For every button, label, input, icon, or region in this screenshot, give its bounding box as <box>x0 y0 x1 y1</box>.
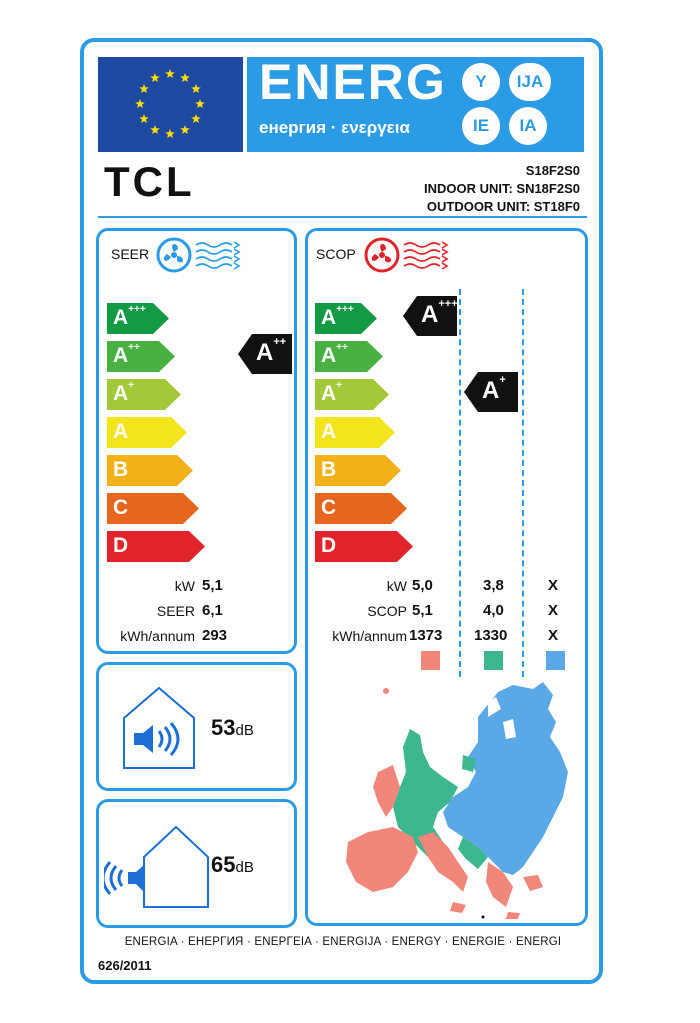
seer-class-bar <box>107 417 187 448</box>
column-divider <box>522 289 524 677</box>
scop-title: SCOP <box>316 246 356 262</box>
eu-star-icon <box>165 69 175 78</box>
indoor-noise-number: 53 <box>211 715 236 740</box>
seer-class-letter: B <box>113 458 129 481</box>
outdoor-noise-value <box>211 852 254 878</box>
energy-header <box>247 54 584 152</box>
scop-average-scop: 4,0 <box>483 602 504 619</box>
seer-class-letter: C <box>113 496 129 519</box>
scop-class-bar <box>315 417 395 448</box>
scop-warm-kw: 5,0 <box>412 577 433 594</box>
seer-class-letter: A <box>113 420 129 443</box>
scop-class-bar <box>315 379 389 410</box>
seer-class-sup: + <box>128 380 135 391</box>
eu-star-icon <box>165 129 175 138</box>
indoor-unit: INDOOR UNIT: SN18F2S0 <box>423 181 580 196</box>
seer-panel <box>96 228 297 654</box>
scop-rating-warm-letter: A <box>421 301 439 328</box>
scop-class-bar <box>315 303 377 334</box>
indoor-speaker-house-icon <box>119 683 199 773</box>
scop-class-letter: A <box>321 344 337 367</box>
scop-rating-warm-arrow <box>403 296 457 336</box>
energ-subtitle: енергия · ενεργεια <box>259 118 410 137</box>
seer-value-kw: 5,1 <box>202 577 223 594</box>
scop-cold-scop: X <box>548 602 559 619</box>
seer-value-kwh: 293 <box>202 627 228 644</box>
scop-class-letter: A <box>321 382 337 405</box>
seer-class-bar <box>107 303 169 334</box>
scop-rating-average-arrow <box>464 372 518 412</box>
scop-average-kwh: 1330 <box>474 627 508 644</box>
scop-class-letter: C <box>321 496 337 519</box>
scop-class-sup: +++ <box>336 304 354 315</box>
seer-label-kw: kW <box>174 578 195 594</box>
eu-star-icon <box>135 99 145 108</box>
seer-class-letter: A <box>113 344 129 367</box>
scop-cold-kwh: X <box>548 627 559 644</box>
scop-label-kwh: kWh/annum <box>332 628 407 644</box>
seer-class-bar <box>107 455 193 486</box>
scop-panel <box>305 228 588 926</box>
energ-title: ENERG <box>259 54 447 110</box>
heating-fan-icon <box>362 235 457 275</box>
seer-rating-arrow <box>238 334 292 374</box>
scop-class-letter: A <box>321 420 337 443</box>
indoor-noise-panel <box>96 662 297 791</box>
seer-title: SEER <box>111 246 150 262</box>
seer-class-bar <box>107 493 199 524</box>
scop-class-letter: D <box>321 534 337 557</box>
scop-class-letter: A <box>321 306 337 329</box>
scop-warm-kwh: 1373 <box>409 627 443 644</box>
scop-class-sup: + <box>336 380 343 391</box>
model-name: S18F2S0 <box>525 163 580 178</box>
average-zone-swatch <box>484 651 503 670</box>
seer-class-bar <box>107 379 181 410</box>
outdoor-noise-panel <box>96 799 297 928</box>
scop-class-bar <box>315 493 407 524</box>
lang-bubble-ia: IA <box>509 107 547 145</box>
lang-bubble-ija: IJA <box>509 63 551 101</box>
scop-rating-average-letter: A <box>482 377 500 404</box>
scop-label-scop: SCOP <box>367 603 407 619</box>
outdoor-unit: OUTDOOR UNIT: ST18F0 <box>426 199 580 214</box>
footer-languages: ENERGIA · ЕНЕРГИЯ · ΕΝΕΡΓΕΙΑ · ENERGIJA · ENERGY · ENERGIE · ENERGI <box>124 936 562 948</box>
seer-class-sup: ++ <box>128 342 140 353</box>
seer-rating-sup: ++ <box>273 336 287 348</box>
scop-rating-average-sup: + <box>499 374 506 386</box>
scop-average-kw: 3,8 <box>483 577 504 594</box>
seer-class-letter: A <box>113 382 129 405</box>
eu-star-icon <box>195 99 205 108</box>
seer-rating-letter: A <box>256 339 274 366</box>
seer-value-seer: 6,1 <box>202 602 223 619</box>
scop-class-sup: ++ <box>336 342 348 353</box>
eu-star-icon <box>139 84 149 93</box>
eu-star-icon <box>139 114 149 123</box>
outdoor-speaker-house-icon <box>104 822 209 912</box>
scop-warm-scop: 5,1 <box>412 602 433 619</box>
seer-class-letter: D <box>113 534 129 557</box>
eu-star-icon <box>180 125 190 134</box>
warm-zone-swatch <box>421 651 440 670</box>
seer-class-letter: A <box>113 306 129 329</box>
scop-class-bar <box>315 455 401 486</box>
outdoor-noise-number: 65 <box>211 852 236 877</box>
header-divider <box>98 216 587 218</box>
seer-label-kwh: kWh/annum <box>120 628 195 644</box>
seer-class-sup: +++ <box>128 304 146 315</box>
eu-star-icon <box>191 84 201 93</box>
indoor-noise-unit: dB <box>235 722 254 739</box>
lang-bubble-y: Y <box>462 63 500 101</box>
regulation-number: 626/2011 <box>98 958 152 973</box>
scop-rating-warm-sup: +++ <box>438 298 458 310</box>
europe-climate-map-icon <box>338 677 588 922</box>
column-divider <box>459 289 461 677</box>
eu-flag-icon <box>98 57 243 152</box>
seer-class-bar <box>107 531 205 562</box>
scop-class-bar <box>315 341 383 372</box>
eu-star-icon <box>150 125 160 134</box>
brand-logo: TCL <box>104 158 195 205</box>
cooling-fan-icon <box>154 235 249 275</box>
scop-class-letter: B <box>321 458 337 481</box>
seer-class-bar <box>107 341 175 372</box>
eu-star-icon <box>150 73 160 82</box>
cold-zone-swatch <box>546 651 565 670</box>
outdoor-noise-unit: dB <box>235 859 254 876</box>
scop-class-bar <box>315 531 413 562</box>
eu-star-icon <box>180 73 190 82</box>
lang-bubble-ie: IE <box>462 107 500 145</box>
scop-label-kw: kW <box>386 578 407 594</box>
eu-star-icon <box>191 114 201 123</box>
seer-label-seer: SEER <box>156 603 195 619</box>
scop-cold-kw: X <box>548 577 559 594</box>
indoor-noise-value <box>211 715 254 741</box>
